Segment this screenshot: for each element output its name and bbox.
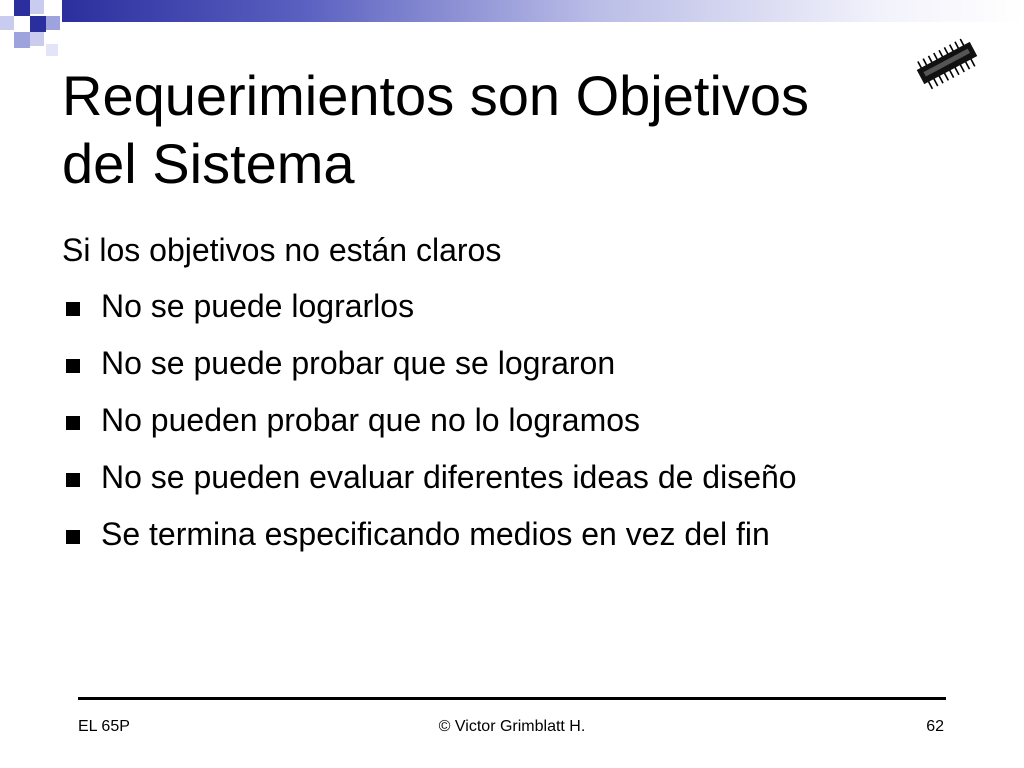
- title-line-2: del Sistema: [62, 132, 355, 195]
- bullet-text: No se puede lograrlos: [101, 288, 415, 324]
- bullet-square-icon: [66, 359, 80, 373]
- intro-text: Si los objetivos no están claros: [62, 232, 502, 268]
- footer-divider: [78, 697, 946, 700]
- bullet-list: [62, 286, 962, 554]
- slide-body: [62, 230, 962, 571]
- bullet-item: [62, 286, 962, 326]
- bullet-text: No se pueden evaluar diferentes ideas de diseño: [101, 459, 797, 495]
- bullet-square-icon: [66, 416, 80, 430]
- bullet-text: No se puede probar que se lograron: [101, 345, 616, 381]
- footer-page-number: 62: [926, 718, 944, 735]
- footer-copyright: © Victor Grimblatt H.: [438, 718, 586, 735]
- bullet-text: Se termina especificando medios en vez del fin: [101, 516, 770, 552]
- bullet-item: [62, 514, 962, 554]
- title-line-1: Requerimientos son Objetivos: [62, 64, 810, 127]
- bullet-square-icon: [66, 302, 80, 316]
- bullet-text: No pueden probar que no lo logramos: [101, 402, 641, 438]
- footer-course-code: EL 65P: [78, 718, 130, 735]
- bullet-item: [62, 457, 881, 497]
- bullet-item: [62, 343, 962, 383]
- bullet-item: [62, 400, 962, 440]
- bullet-square-icon: [66, 530, 80, 544]
- bullet-square-icon: [66, 473, 80, 487]
- header-band: [62, 0, 1024, 22]
- slide-title: [62, 62, 922, 198]
